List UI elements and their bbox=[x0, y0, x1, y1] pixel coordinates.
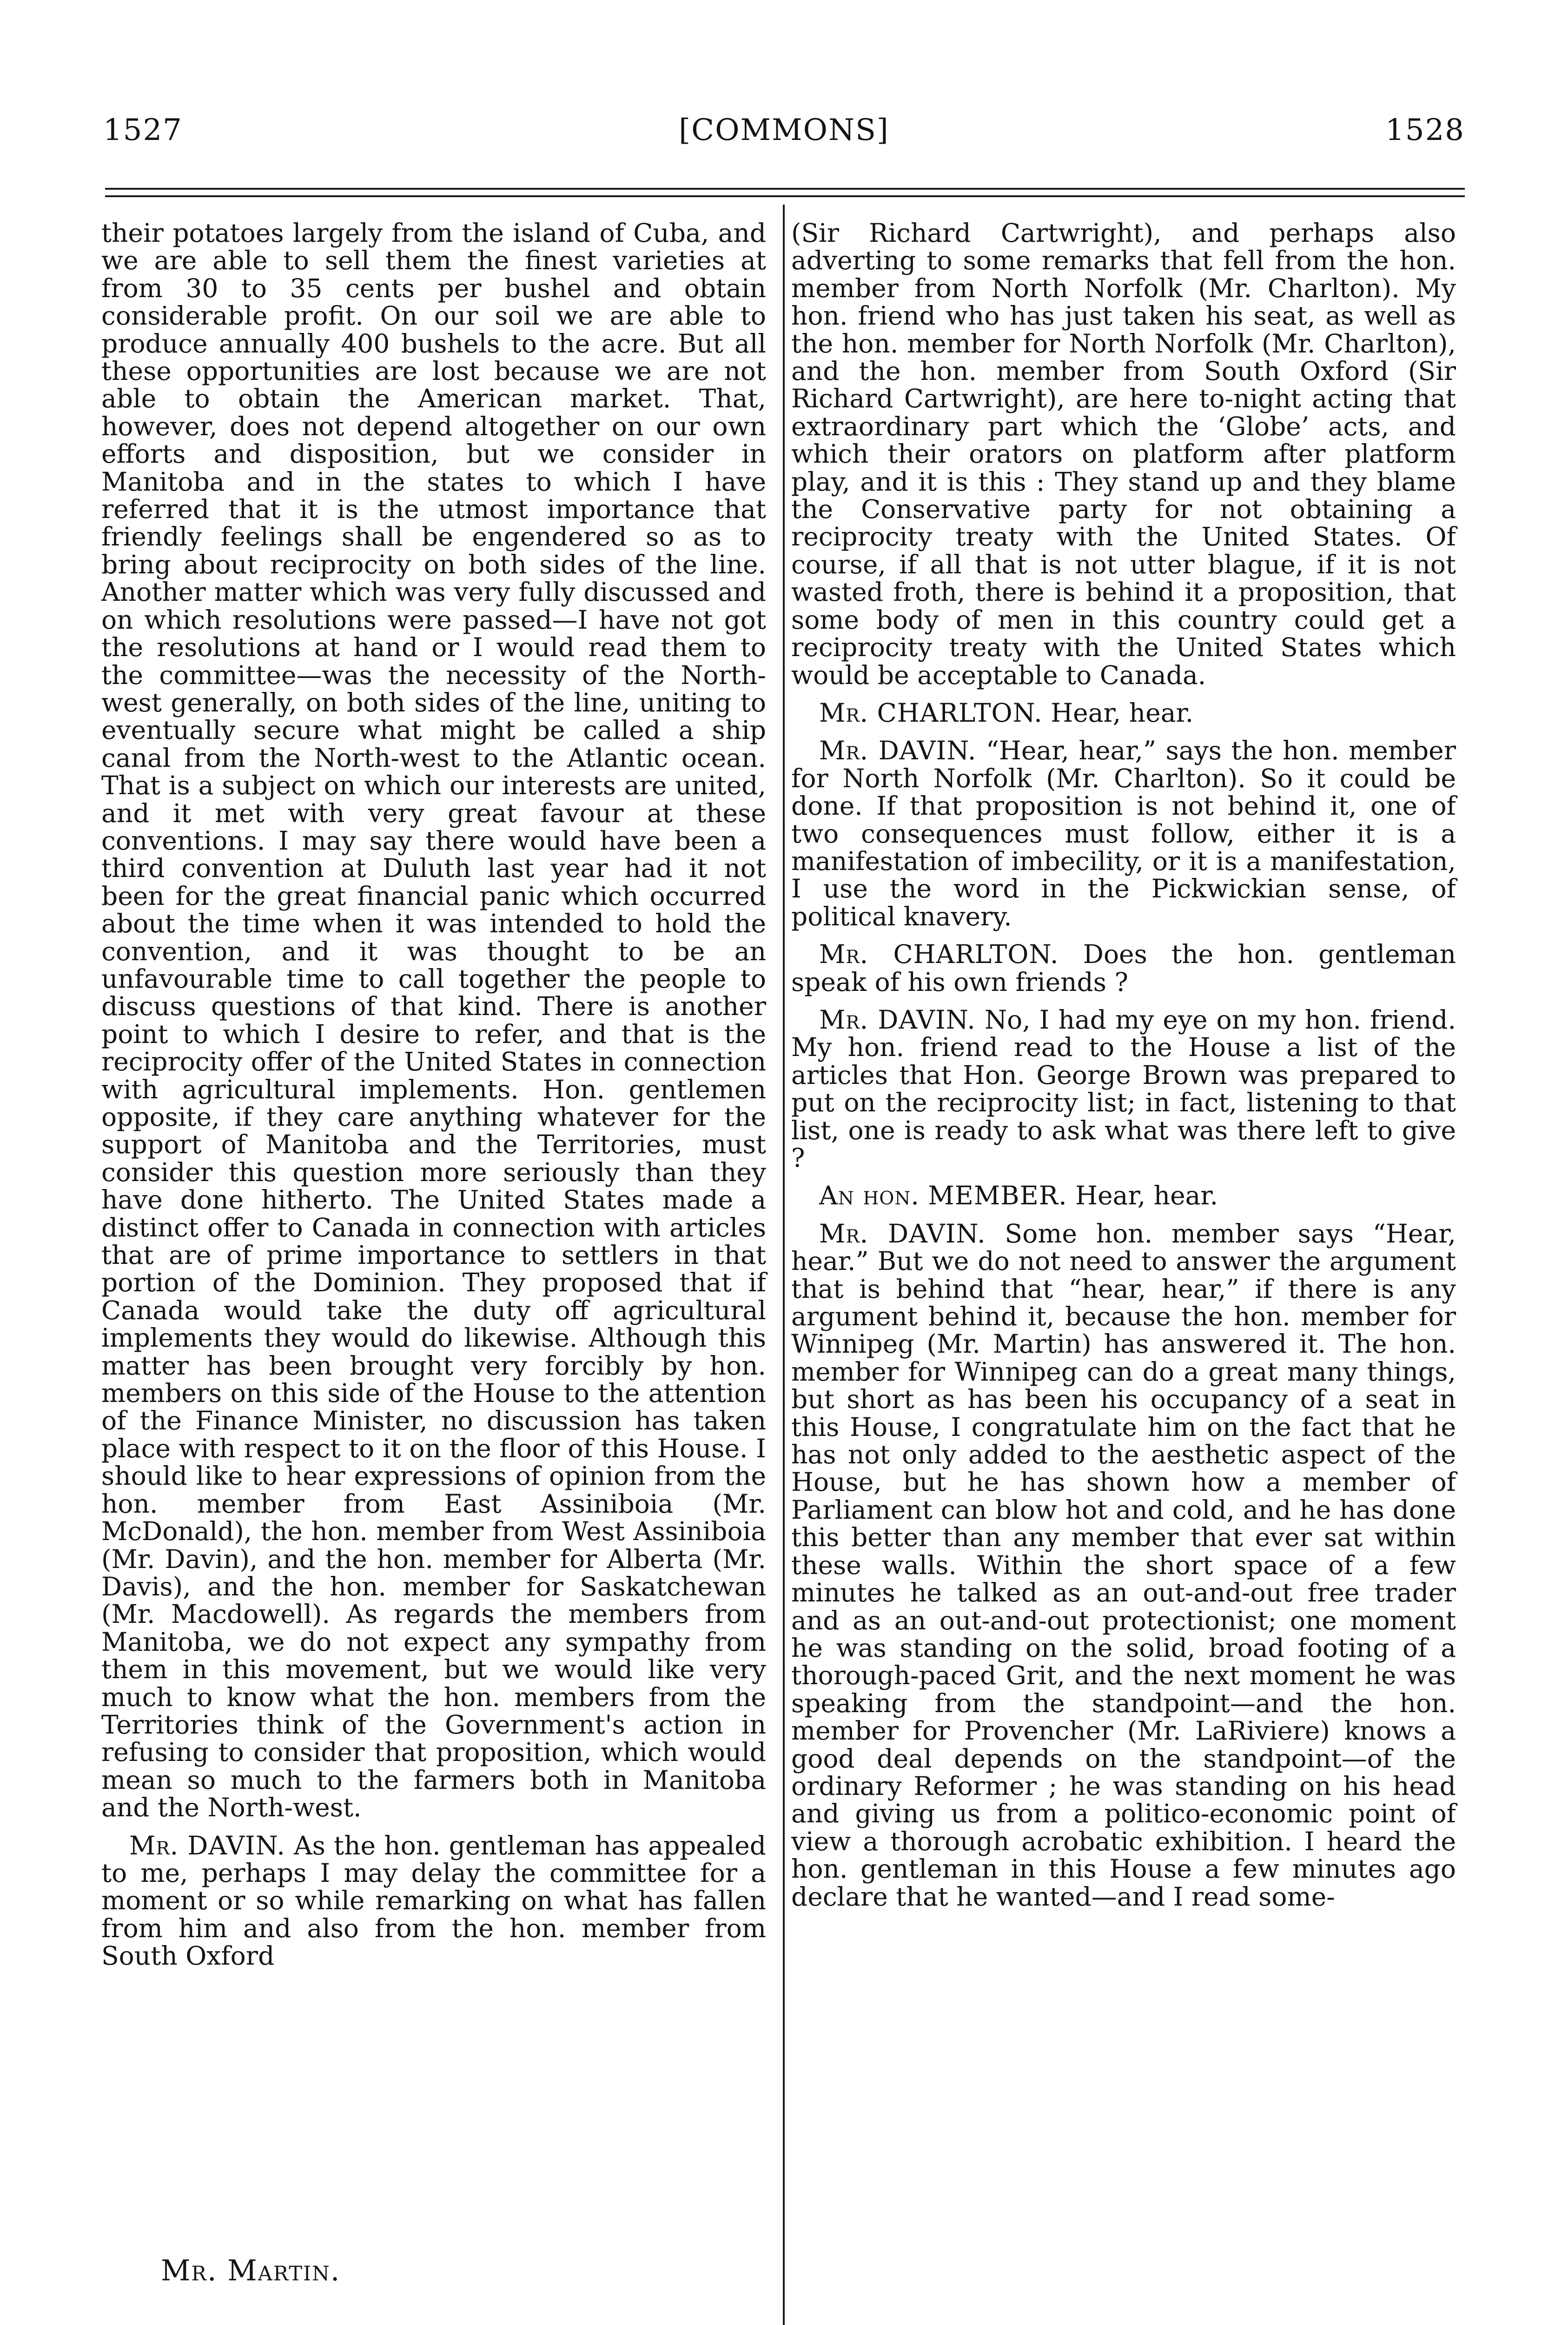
paragraph-text: Hear, hear. bbox=[1051, 698, 1194, 728]
paragraph-text: Hear, hear. bbox=[1075, 1181, 1218, 1211]
paragraph-text: No, I had my eye on my hon. friend. My hon. friend read to the House a list of the articles that Hon. George Brown was prepared to put on the reciprocity list; in fact, listening to that list, one is ready to ask what was there left to give ? bbox=[791, 1004, 1456, 1173]
speaker-name: Mr. DAVIN. bbox=[129, 1830, 285, 1860]
speaker-name: Mr. CHARLTON. bbox=[819, 698, 1043, 728]
speaker-name: An hon. MEMBER. bbox=[819, 1181, 1067, 1211]
paragraph bbox=[791, 1220, 1456, 1911]
paragraph bbox=[791, 737, 1456, 930]
paragraph bbox=[791, 941, 1456, 996]
right-page-number: 1528 bbox=[1385, 113, 1465, 147]
header-rule-top bbox=[105, 188, 1465, 190]
paragraph bbox=[791, 219, 1456, 689]
column-divider bbox=[783, 205, 785, 2325]
paragraph bbox=[791, 1006, 1456, 1172]
running-footer: Mr. Martin. bbox=[161, 2253, 341, 2287]
paragraph-text: As the hon. gentleman has appealed to me, perhaps I may delay the committee for a moment or so while remarking on what has fallen from him and also from the hon. member from South Oxford bbox=[101, 1830, 766, 1971]
paragraph bbox=[101, 1832, 766, 1970]
paragraph bbox=[791, 1182, 1456, 1209]
paragraph-text: their potatoes largely from the island of Cuba, and we are able to sell them the finest varieties at from 30 to 35 cents per bushel and obtain considerable profit. On our soil we are able to produce annually 400 bushels to the acre. But all these opportunities are lost because we are not able to obtain the American market. That, however, does not depend altogether on our own efforts and disposition, but we consider in Manitoba and in the states to which I have referred that it is the utmost importance that friendly feelings shall be engendered so as to bring about reciprocity on both sides of the line. Another matter which was very fully discussed and on which resolutions were passed—I have not got the resolutions at hand or I would read them to the committee—was the necessity of the North-west generally, on both sides of the line, uniting to eventually secure what might be called a ship canal from the North-west to the Atlantic ocean. That is a subject on which our interests are united, and it met with very great favour at these conventions. I may say there would have been a third convention at Duluth last year had it not been for the great financial panic which occurred about the time when it was intended to hold the convention, and it was thought to be an unfavourable time to call together the people to discuss questions of that kind. There is another point to which I desire to refer, and that is the reciprocity offer of the United States in connection with agricultural implements. Hon. gentlemen opposite, if they care anything whatever for the support of Manitoba and the Territories, must consider this question more seriously than they have done hitherto. The United States made a distinct offer to Canada in connection with articles that are of prime importance to settlers in that portion of the Dominion. They proposed that if Canada would take the duty off agricultural implements they would do likewise. Although this matter has been brought very forcibly by hon. members on this side of the House to the attention of the Finance Minister, no discussion has taken place with respect to it on the floor of this House. I should like to hear expressions of opinion from the hon. member from East Assiniboia (Mr. McDonald), the hon. member from West Assiniboia (Mr. Davin), and the hon. member for Alberta (Mr. Davis), and the hon. member for Saskatchewan (Mr. Macdowell). As regards the members from Manitoba, we do not expect any sympathy from them in this movement, but we would like very much to know what the hon. members from the Territories think of the Government's action in refusing to consider that proposition, which would mean so much to the farmers both in Manitoba and the North-west. bbox=[101, 218, 766, 1823]
page-title: [COMMONS] bbox=[679, 113, 889, 147]
paragraph-text: Does the hon. gentleman speak of his own friends ? bbox=[791, 939, 1456, 997]
speaker-name: Mr. DAVIN. bbox=[819, 1218, 986, 1249]
left-column bbox=[101, 219, 766, 1970]
paragraph-text: (Sir Richard Cartwright), and perhaps also adverting to some remarks that fell from the hon. member from North Norfolk (Mr. Charlton). My hon. friend who has just taken his seat, as well as the hon. member for North Norfolk (Mr. Charlton), and the hon. member from South Oxford (Sir Richard Cartwright), are here to-night acting that extraordinary part which the ‘Globe’ acts, and which their orators on platform after platform play, and it is this : They stand up and they blame the Conservative party for not obtaining a reciprocity treaty with the United States. Of course, if all that is not utter blague, if it is not wasted froth, there is behind it a proposition, that some body of men in this country could get a reciprocity treaty with the United States which would be acceptable to Canada. bbox=[791, 218, 1456, 690]
right-column bbox=[791, 219, 1456, 1911]
paragraph bbox=[791, 699, 1456, 727]
speaker-name: Mr. DAVIN. bbox=[819, 736, 977, 766]
paragraph-text: “Hear, hear,” says the hon. member for North Norfolk (Mr. Charlton). So it could be done. If that proposition is not behind it, one of two consequences must follow, either it is a manifestation of imbecility, or it is a manifestation, I use the word in the Pickwickian sense, of political knavery. bbox=[791, 736, 1456, 931]
speaker-name: Mr. DAVIN. bbox=[819, 1004, 976, 1035]
paragraph bbox=[101, 219, 766, 1822]
paragraph-text: Some hon. member says “Hear, hear.” But we do not need to answer the argument that is behind that “hear, hear,” if there is any argument behind it, because the hon. member for Winnipeg (Mr. Martin) has answered it. The hon. member for Winnipeg can do a great many things, but short as has been his occupancy of a seat in this House, I congratulate him on the fact that he has not only added to the aesthetic aspect of the House, but he has shown how a member of Parliament can blow hot and cold, and he has done this better than any member that ever sat within these walls. Within the short space of a few minutes he talked as an out-and-out free trader and as an out-and-out protectionist; one moment he was standing on the solid, broad footing of a thorough-paced Grit, and the next moment he was speaking from the standpoint—and the hon. member for Provencher (Mr. LaRiviere) knows a good deal depends on the standpoint—of the ordinary Reformer ; he was standing on his head and giving us from a politico-economic point of view a thorough acrobatic exhibition. I heard the hon. gentleman in this House a few minutes ago declare that he wanted—and I read some- bbox=[791, 1218, 1456, 1912]
header-rule-bottom bbox=[105, 195, 1465, 197]
left-page-number: 1527 bbox=[103, 113, 183, 147]
speaker-name: Mr. CHARLTON. bbox=[819, 939, 1059, 970]
